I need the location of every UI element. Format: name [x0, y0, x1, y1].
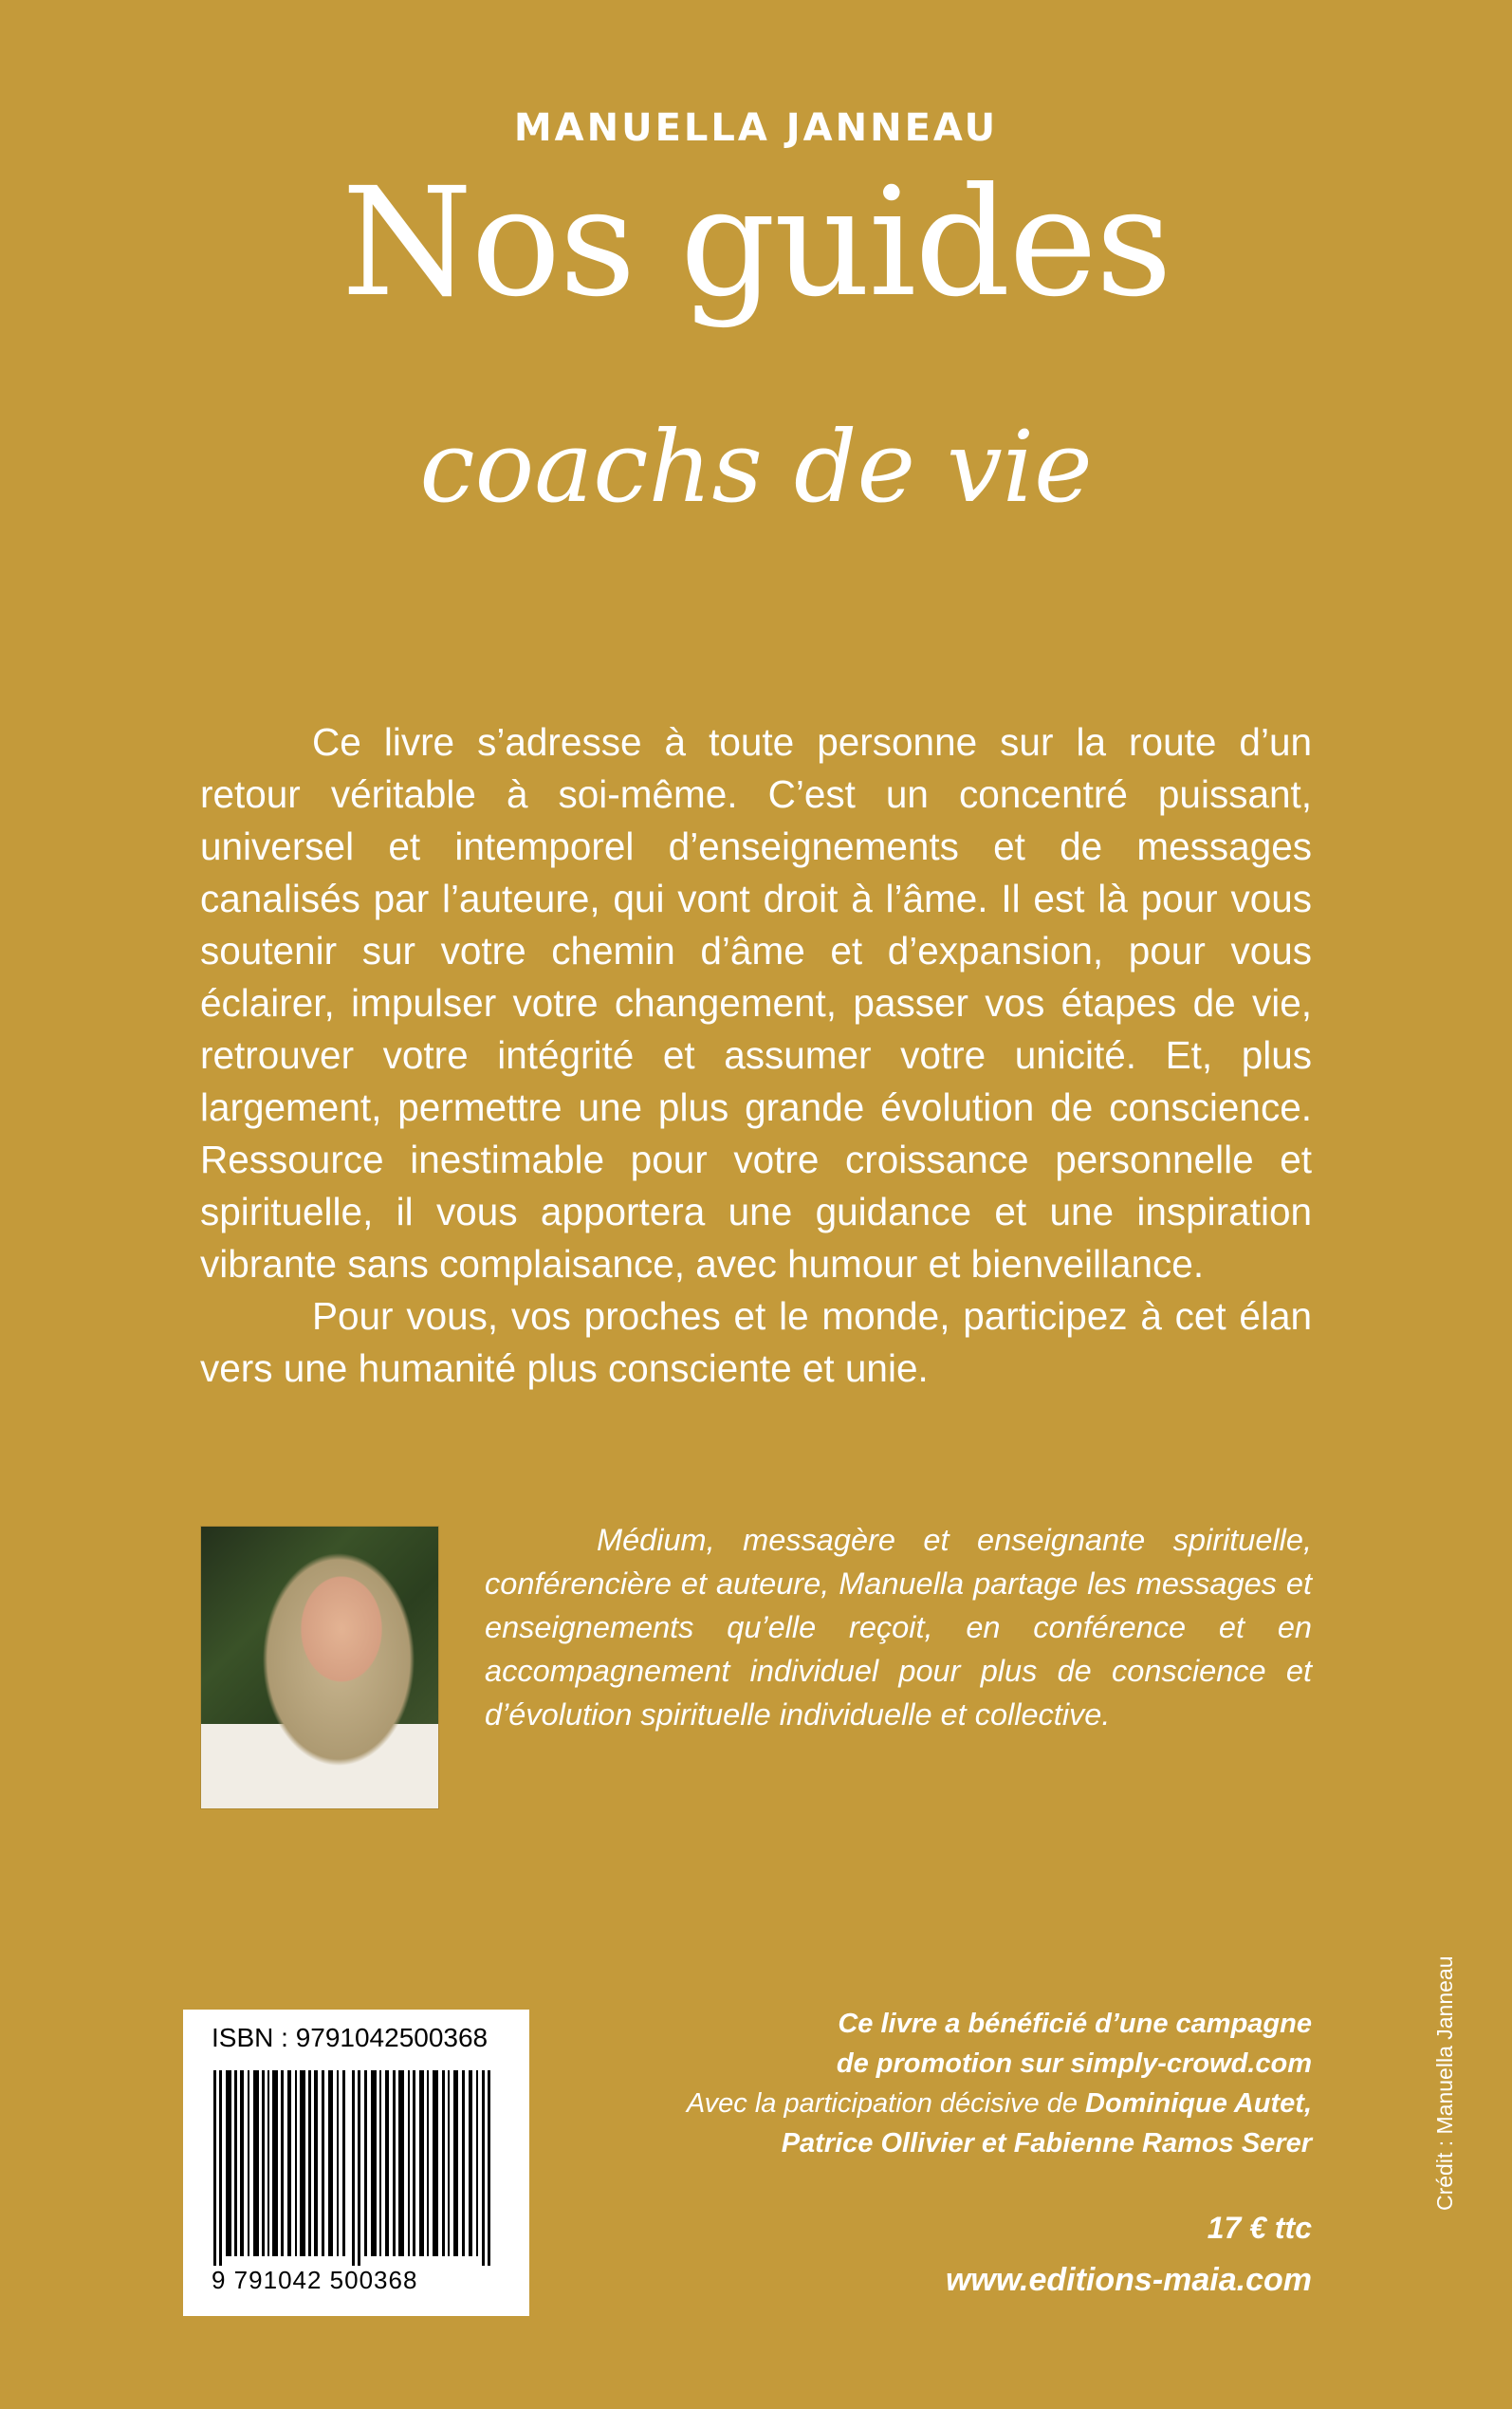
publisher-website: www.editions-maia.com	[945, 2262, 1312, 2298]
isbn-label: ISBN : 9791042500368	[212, 2023, 489, 2052]
book-blurb	[200, 716, 1312, 1395]
author-name: MANUELLA JANNEAU	[513, 106, 999, 150]
credits-line-4: Patrice Ollivier et Fabienne Ramos Serer	[781, 2128, 1312, 2159]
credits-line-3-names: Dominique Autet,	[1085, 2088, 1312, 2119]
author-bio-text: Médium, messagère et enseignante spirituelle, conférencière et auteure, Manuella partage les messages et enseignements qu’elle reçoit, en conférence et en accompagnement individuel pour plus de conscience et d’évolution spirituelle individuelle et collective.	[485, 1523, 1312, 1732]
book-title: Nos guides	[341, 156, 1171, 330]
photo-credit: Crédit : Manuella Janneau	[1432, 1955, 1457, 2211]
book-subtitle: coachs de vie	[419, 409, 1093, 525]
blurb-paragraph-2: Pour vous, vos proches et le monde, participez à cet élan vers une humanité plus consciente et unie.	[200, 1294, 1312, 1390]
credits-line-2: de promotion sur simply-crowd.com	[836, 2048, 1312, 2079]
blurb-paragraph-1: Ce livre s’adresse à toute personne sur la route d’un retour véritable à soi-même. C’est un concentré puissant, universel et intemporel d’enseignements et de messages canalisés par l’auteure, qui vont droit à l’âme. Il est là pour vous soutenir sur votre chemin d’âme et d’expansion, pour vous éclairer, impulser votre changement, passer vos étapes de vie, retrouver votre intégrité et assumer votre unicité. Et, plus largement, permettre une plus grande évolution de conscience. Ressource inestimable pour votre croissance personnelle et spirituelle, il vous apportera une guidance et une inspiration vibrante sans complaisance, avec humour et bienveillance.	[200, 720, 1312, 1286]
author-bio	[485, 1518, 1312, 1736]
credits-line-1: Ce livre a bénéficié d’une campagne	[838, 2009, 1312, 2039]
author-photo	[200, 1526, 439, 1809]
barcode-icon	[210, 2070, 504, 2266]
campaign-credits	[588, 2004, 1312, 2163]
credits-line-3-prefix: Avec la participation décisive de	[686, 2088, 1086, 2119]
barcode-box	[183, 2010, 529, 2316]
price: 17 € ttc	[1207, 2211, 1312, 2245]
isbn-digits: 9 791042 500368	[212, 2266, 418, 2294]
